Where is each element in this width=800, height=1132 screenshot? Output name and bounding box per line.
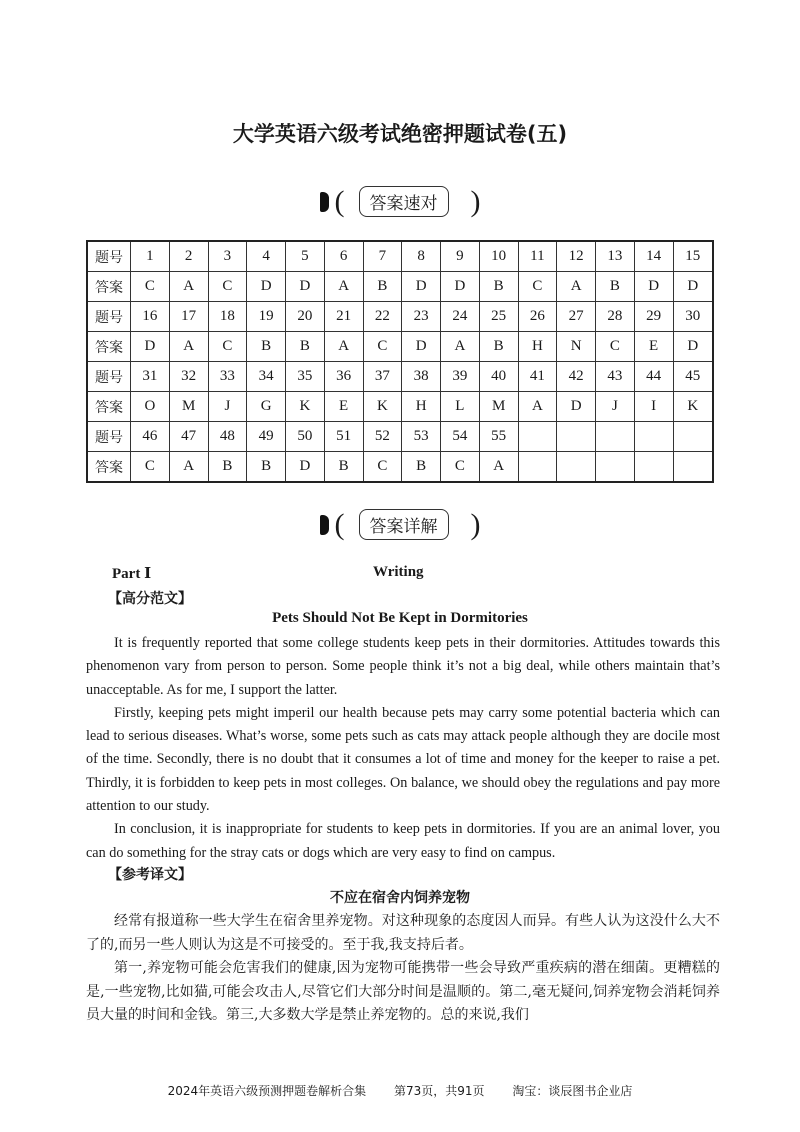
part-title: Writing (373, 564, 424, 580)
question-number-cell: 31 (131, 362, 170, 392)
question-number-cell: 3 (208, 241, 247, 272)
answer-cell: D (131, 332, 170, 362)
essay-paragraph: Firstly, keeping pets might imperil our health because pets may carry some potential bacteria which can lead to serious diseases. What’s worse, some pets such as cats may attack people although they are docile most of the time. Secondly, there is no doubt that it consumes a lot of time and money for the keeper to raise a pet. Thirdly, it is forbidden to keep pets in most colleges. On balance, we should obey the regulations and pay more attention to our study. (86, 704, 720, 815)
answer-cell: K (286, 392, 325, 422)
question-number-cell (518, 422, 557, 452)
question-number-row (87, 362, 713, 392)
answer-cell: B (363, 272, 402, 302)
answer-cell: C (208, 332, 247, 362)
question-number-cell: 17 (169, 302, 208, 332)
section-marker-icon (320, 515, 329, 535)
answer-cell: D (634, 272, 673, 302)
answer-cell: D (247, 272, 286, 302)
row-label: 题号 (87, 241, 131, 272)
question-number-cell: 40 (479, 362, 518, 392)
translation-body (86, 910, 720, 1028)
row-label: 答案 (87, 272, 131, 302)
answer-row (87, 452, 713, 483)
question-number-cell: 49 (247, 422, 286, 452)
question-number-cell: 19 (247, 302, 286, 332)
answer-cell: B (479, 332, 518, 362)
answer-cell: C (596, 332, 635, 362)
answer-cell: B (208, 452, 247, 483)
question-number-cell (596, 422, 635, 452)
question-number-cell: 16 (131, 302, 170, 332)
question-number-cell: 15 (673, 241, 713, 272)
question-number-cell: 42 (557, 362, 596, 392)
question-number-cell: 51 (324, 422, 363, 452)
answer-cell: M (169, 392, 208, 422)
answer-cell (518, 452, 557, 483)
question-number-cell: 28 (596, 302, 635, 332)
answer-cell: O (131, 392, 170, 422)
question-number-cell: 54 (441, 422, 480, 452)
section-header-quick-answers: ( 答案速对 ) (0, 186, 800, 220)
answer-cell: D (402, 332, 441, 362)
row-label: 答案 (87, 332, 131, 362)
answer-cell: L (441, 392, 480, 422)
answer-cell: D (286, 272, 325, 302)
section-marker-icon (320, 192, 329, 212)
question-number-cell: 30 (673, 302, 713, 332)
answer-cell: C (131, 452, 170, 483)
page-footer (0, 1082, 800, 1099)
answer-cell: D (286, 452, 325, 483)
answer-row (87, 272, 713, 302)
question-number-cell: 39 (441, 362, 480, 392)
question-number-cell: 18 (208, 302, 247, 332)
question-number-row (87, 302, 713, 332)
answer-cell: A (324, 272, 363, 302)
essay-title: Pets Should Not Be Kept in Dormitories (272, 610, 528, 626)
page-title: 大学英语六级考试绝密押题试卷(五) (232, 122, 568, 146)
answer-cell: A (479, 452, 518, 483)
question-number-cell: 1 (131, 241, 170, 272)
answer-cell: H (402, 392, 441, 422)
answer-cell: K (363, 392, 402, 422)
essay-paragraph: In conclusion, it is inappropriate for students to keep pets in dormitories. If you are an animal lover, you can do something for the stray cats or dogs which are very easy to find on campus. (86, 821, 720, 861)
answer-cell: C (518, 272, 557, 302)
answer-cell: E (634, 332, 673, 362)
question-number-cell: 37 (363, 362, 402, 392)
question-number-cell (634, 422, 673, 452)
answer-cell: C (363, 452, 402, 483)
section-header-detailed-answers: ( 答案详解 ) (0, 509, 800, 543)
answer-cell: B (596, 272, 635, 302)
question-number-cell: 8 (402, 241, 441, 272)
question-number-cell: 48 (208, 422, 247, 452)
answer-cell (634, 452, 673, 483)
question-number-cell: 36 (324, 362, 363, 392)
translation-title: 不应在宿舍内饲养宠物 (330, 890, 470, 906)
question-number-cell: 5 (286, 241, 325, 272)
answer-cell: C (363, 332, 402, 362)
question-number-cell: 20 (286, 302, 325, 332)
question-number-cell: 34 (247, 362, 286, 392)
question-number-cell: 9 (441, 241, 480, 272)
answer-cell: G (247, 392, 286, 422)
part-number: Part Ⅰ (112, 566, 152, 582)
answer-cell: C (441, 452, 480, 483)
question-number-cell: 13 (596, 241, 635, 272)
answer-cell (673, 452, 713, 483)
answer-cell: A (441, 332, 480, 362)
answer-cell: B (324, 452, 363, 483)
question-number-cell: 32 (169, 362, 208, 392)
section-label: 答案速对 (359, 186, 449, 217)
footer-shop: 淘宝：谈辰图书企业店 (512, 1084, 633, 1098)
question-number-cell: 21 (324, 302, 363, 332)
row-label: 题号 (87, 422, 131, 452)
question-number-cell: 55 (479, 422, 518, 452)
question-number-cell: 43 (596, 362, 635, 392)
answer-cell: B (402, 452, 441, 483)
question-number-cell: 44 (634, 362, 673, 392)
answer-cell: D (557, 392, 596, 422)
question-number-cell: 53 (402, 422, 441, 452)
answer-cell: B (247, 332, 286, 362)
question-number-cell: 27 (557, 302, 596, 332)
question-number-cell: 23 (402, 302, 441, 332)
answer-cell: E (324, 392, 363, 422)
answer-cell: J (596, 392, 635, 422)
answer-row (87, 392, 713, 422)
answer-cell: C (131, 272, 170, 302)
question-number-cell: 2 (169, 241, 208, 272)
answer-cell: B (479, 272, 518, 302)
answer-cell: A (169, 452, 208, 483)
answer-cell: C (208, 272, 247, 302)
question-number-cell: 29 (634, 302, 673, 332)
answer-table (86, 240, 714, 483)
answer-cell: H (518, 332, 557, 362)
row-label: 答案 (87, 392, 131, 422)
answer-cell: I (634, 392, 673, 422)
answer-cell: J (208, 392, 247, 422)
answer-cell: A (169, 272, 208, 302)
translation-label: 【参考译文】 (108, 867, 192, 883)
answer-cell: A (518, 392, 557, 422)
question-number-cell: 24 (441, 302, 480, 332)
question-number-cell: 14 (634, 241, 673, 272)
model-essay-label: 【高分范文】 (108, 591, 192, 607)
question-number-cell: 47 (169, 422, 208, 452)
answer-cell: B (286, 332, 325, 362)
answer-cell: A (557, 272, 596, 302)
question-number-cell: 45 (673, 362, 713, 392)
section-label: 答案详解 (359, 509, 449, 540)
translation-paragraph: 经常有报道称一些大学生在宿舍里养宠物。对这种现象的态度因人而异。有些人认为这没什么大不了的,而另一些人则认为这是不可接受的。至于我,我支持后者。 (86, 913, 720, 953)
question-number-cell: 52 (363, 422, 402, 452)
question-number-row (87, 422, 713, 452)
row-label: 题号 (87, 302, 131, 332)
question-number-cell: 6 (324, 241, 363, 272)
question-number-cell: 35 (286, 362, 325, 392)
question-number-row (87, 241, 713, 272)
question-number-cell: 38 (402, 362, 441, 392)
essay-paragraph: It is frequently reported that some college students keep pets in their dormitories. Attitudes towards this phenomenon vary from person to person. Some people think it’s not a big deal, while others maintain that’s unacceptable. As for me, I support the latter. (86, 635, 720, 698)
question-number-cell: 41 (518, 362, 557, 392)
question-number-cell: 10 (479, 241, 518, 272)
answer-cell: N (557, 332, 596, 362)
row-label: 答案 (87, 452, 131, 483)
question-number-cell: 50 (286, 422, 325, 452)
question-number-cell: 7 (363, 241, 402, 272)
row-label: 题号 (87, 362, 131, 392)
answer-cell: A (169, 332, 208, 362)
answer-cell: D (441, 272, 480, 302)
answer-cell: D (673, 332, 713, 362)
answer-cell (557, 452, 596, 483)
question-number-cell (557, 422, 596, 452)
answer-cell: A (324, 332, 363, 362)
question-number-cell: 26 (518, 302, 557, 332)
answer-cell: K (673, 392, 713, 422)
answer-cell: B (247, 452, 286, 483)
question-number-cell: 22 (363, 302, 402, 332)
question-number-cell: 46 (131, 422, 170, 452)
question-number-cell: 33 (208, 362, 247, 392)
question-number-cell: 11 (518, 241, 557, 272)
footer-page-number: 第73页，共91页 (393, 1084, 485, 1098)
question-number-cell: 25 (479, 302, 518, 332)
question-number-cell (673, 422, 713, 452)
footer-book-title: 2024年英语六级预测押题卷解析合集 (167, 1084, 367, 1098)
question-number-cell: 4 (247, 241, 286, 272)
essay-body (86, 632, 720, 865)
question-number-cell: 12 (557, 241, 596, 272)
answer-cell (596, 452, 635, 483)
answer-cell: D (673, 272, 713, 302)
answer-row (87, 332, 713, 362)
translation-paragraph: 第一,养宠物可能会危害我们的健康,因为宠物可能携带一些会导致严重疾病的潜在细菌。更糟糕的是,一些宠物,比如猫,可能会攻击人,尽管它们大部分时间是温顺的。第二,毫无疑问,饲养宠物会消耗饲养员大量的时间和金钱。第三,大多数大学是禁止养宠物的。总的来说,我们 (86, 960, 720, 1023)
answer-cell: D (402, 272, 441, 302)
answer-cell: M (479, 392, 518, 422)
